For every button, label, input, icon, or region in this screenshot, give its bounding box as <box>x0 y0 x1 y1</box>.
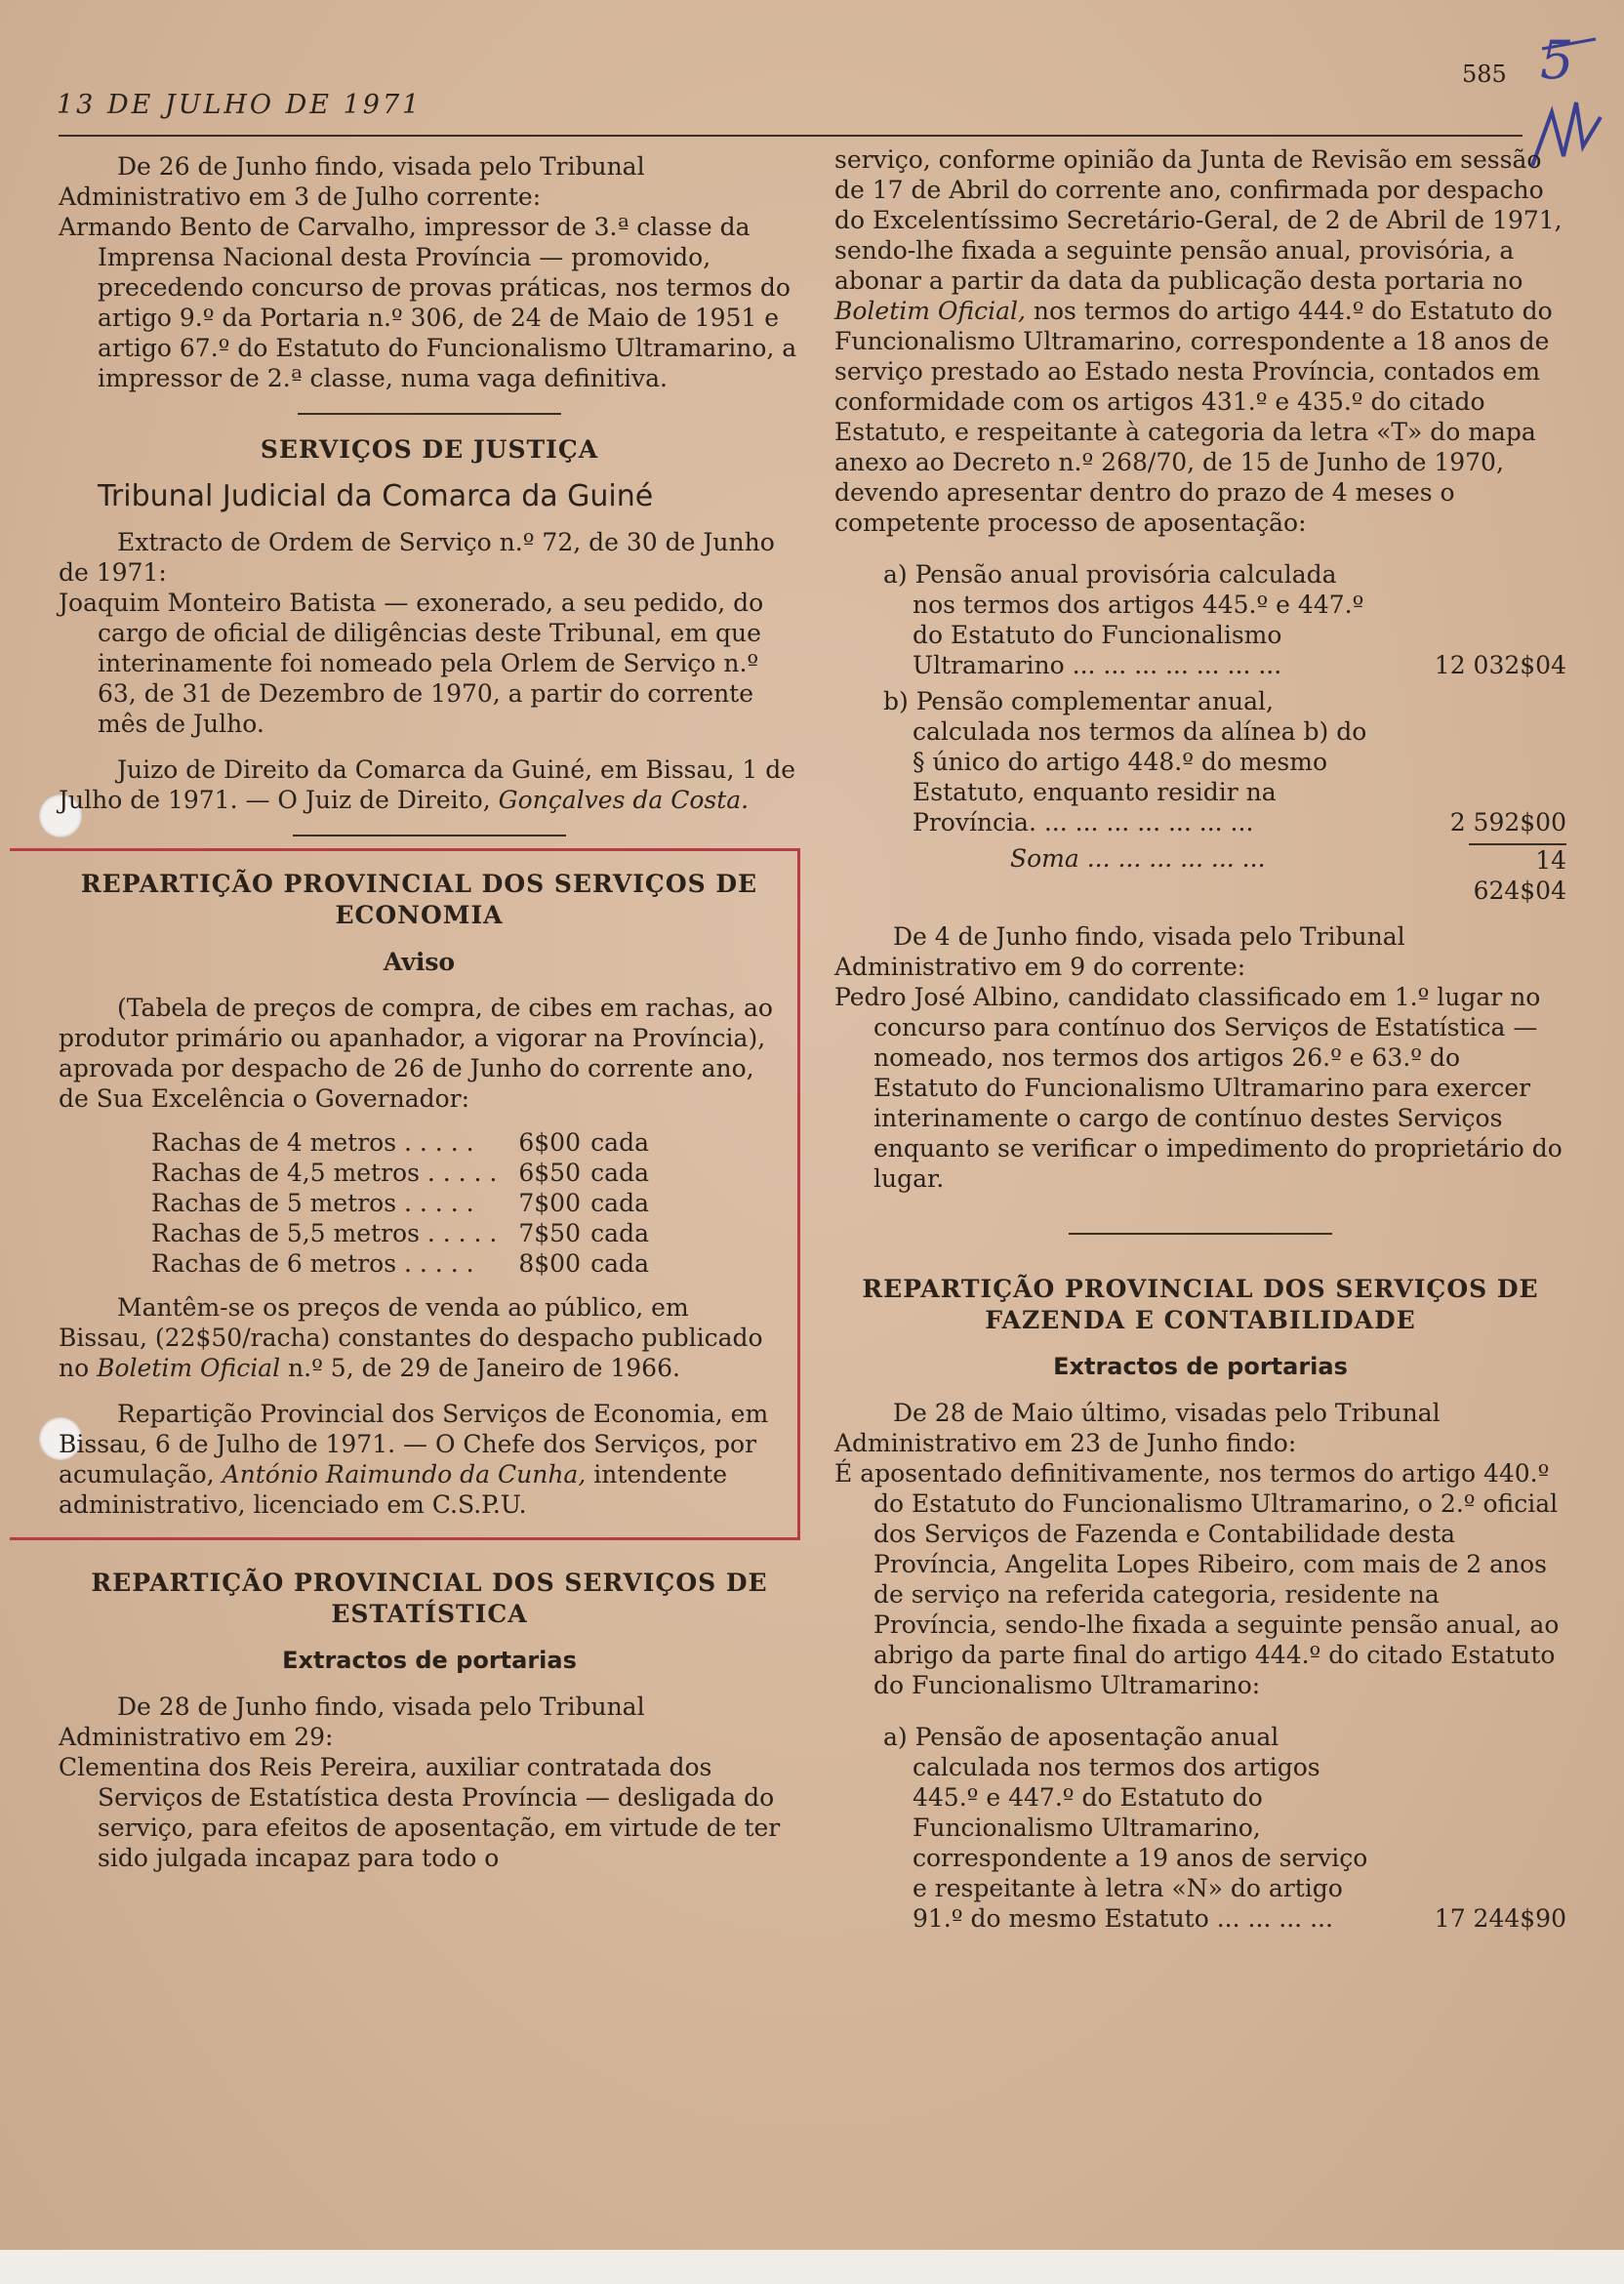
extracto-ordem: Extracto de Ordem de Serviço n.º 72, de 30 de Junho de 1971: <box>59 528 775 587</box>
economia-box <box>10 848 800 1540</box>
extractos-title-right: Extractos de portarias <box>1053 1353 1348 1380</box>
left-column <box>59 151 800 1873</box>
paragraph-servico: serviço, conforme opinião da Junta de Revisão em sessão de 17 de Abril do corrente ano, confirmada por despacho do Excelentíssimo Secretário-Geral, de 2 de Abril de 1971, sendo-lhe fixada a seguinte pensão anual, provisória, a abonar a partir da data da publicação desta portaria no Boletim Oficial, nos termos do artigo 444.º do Estatuto do Funcionalismo Ultramarino, correspondente a 18 anos de serviço prestado ao Estado nesta Província, contados em conformidade com os artigos 431.º e 435.º do citado Estatuto, e respeitante à categoria da letra «T» do mapa anexo ao Decreto n.º 268/70, de 15 de Junho de 1970, devendo apresentar dentro do prazo de 4 meses o competente processo de aposentação: <box>834 145 1563 537</box>
page-number: 585 <box>1462 61 1507 88</box>
section-divider <box>293 835 566 836</box>
heading-fazenda: REPARTIÇÃO PROVINCIAL DOS SERVIÇOS DE FAZENDA E CONTABILIDADE <box>862 1275 1539 1334</box>
paragraph-joaquim: Joaquim Monteiro Batista — exonerado, a seu pedido, do cargo de oficial de diligências deste Tribunal, em que interinamente foi nomeado pela Orlem de Serviço n.º 63, de 31 de Dezembro de 1970, a partir do corrente mês de Julho. <box>59 589 764 738</box>
pension-item-a2: a) Pensão de aposentação anual calculada nos termos dos artigos 445.º e 447.º do Estatuto do Funcionalismo Ultramarino, correspondente a 19 anos de serviço e respeitante à letra «N» do artigo 91.º do mesmo Estatuto ... ... ... ... 17 244$90 <box>883 1723 1566 1933</box>
pension-item-a: a) Pensão anual provisória calculada nos termos dos artigos 445.º e 447.º do Estatuto do Funcionalismo Ultramarino ... ... ... ... ... ... ... 12 032$04 <box>883 560 1566 679</box>
heading-servicos-justica: SERVIÇOS DE JUSTIÇA <box>260 435 599 464</box>
tabela-paragraph: (Tabela de preços de compra, de cibes em rachas, ao produtor primário ou apanhador, a vigorar na Província), aprovada por despacho de 26 de Junho do corrente ano, de Sua Excelência o Governador: <box>59 994 773 1113</box>
paragraph-armando: Armando Bento de Carvalho, impressor de 3.ª classe da Imprensa Nacional desta Província — promovido, precedendo concurso de provas práticas, nos termos do artigo 9.º da Portaria n.º 306, de 24 de Maio de 1951 e artigo 67.º do Estatuto do Funcionalismo Ultramarino, a impressor de 2.ª classe, numa vaga definitiva. <box>59 213 797 392</box>
handwritten-mark-number: 5 <box>1540 29 1574 91</box>
mantem-paragraph: Mantêm-se os preços de venda ao público, em Bissau, (22$50/racha) constantes do despacho publicado no Boletim Oficial n.º 5, de 29 de Janeiro de 1966. <box>59 1293 763 1382</box>
pension-item-b: b) Pensão complementar anual, calculada nos termos da alínea b) do § único do artigo 448.º do mesmo Estatuto, enquanto residir na Província. ... ... ... ... ... ... ... 2 592$00 <box>883 687 1566 836</box>
extractos-title-left: Extractos de portarias <box>282 1647 577 1674</box>
pension-sum: Soma ... ... ... ... ... ... 14 624$04 <box>1010 844 1566 905</box>
juizo-signature-name: Gonçalves da Costa. <box>498 786 750 814</box>
price-row: Rachas de 4 metros . . . . . 6$00 cada <box>151 1128 649 1157</box>
court-name: Tribunal Judicial da Comarca da Guiné <box>98 479 654 513</box>
juizo-signature-line <box>59 755 800 815</box>
paragraph-28-maio: De 28 de Maio último, visadas pelo Tribunal Administrativo em 23 de Junho findo: <box>834 1399 1441 1457</box>
heading-economia: REPARTIÇÃO PROVINCIAL DOS SERVIÇOS DE ECONOMIA <box>80 870 758 929</box>
aviso-title: Aviso <box>383 948 456 976</box>
scan-bottom-edge <box>0 2250 1624 2284</box>
right-column <box>834 144 1566 1939</box>
price-row: Rachas de 4,5 metros . . . . . 6$50 cada <box>151 1159 649 1187</box>
price-row: Rachas de 6 metros . . . . . 8$00 cada <box>151 1249 649 1278</box>
paragraph-pedro: Pedro José Albino, candidato classificado em 1.º lugar no concurso para contínuo dos Serviços de Estatística — nomeado, nos termos dos artigos 26.º e 63.º do Estatuto do Funcionalismo Ultramarino para exercer interinamente o cargo de contínuo destes Serviços enquanto se verificar o impedimento do proprietário do lugar. <box>834 983 1563 1193</box>
juizo-text: Juizo de Direito da Comarca da Guiné, em Bissau, 1 de Julho de 1971. — O Juiz de Direito, <box>59 755 796 814</box>
section-divider <box>298 413 561 415</box>
section-divider <box>1069 1233 1332 1235</box>
economia-signature: Repartição Provincial dos Serviços de Economia, em Bissau, 6 de Julho de 1971. — O Chefe dos Serviços, por acumulação, António Raimundo da Cunha, intendente administrativo, licenciado em C.S.P.U. <box>59 1400 769 1519</box>
price-table <box>151 1127 780 1279</box>
paragraph-clementina: Clementina dos Reis Pereira, auxiliar contratada dos Serviços de Estatística desta Província — desligada do serviço, para efeitos de aposentação, em virtude de ter sido julgada incapaz para todo o <box>59 1753 781 1872</box>
paragraph-28-junho: De 28 de Junho findo, visada pelo Tribunal Administrativo em 29: <box>59 1693 645 1751</box>
paragraph-4-junho: De 4 de Junho findo, visada pelo Tribunal Administrativo em 9 do corrente: <box>834 922 1405 981</box>
header-date: 13 DE JULHO DE 1971 <box>57 90 423 120</box>
heading-estatistica: REPARTIÇÃO PROVINCIAL DOS SERVIÇOS DE ESTATÍSTICA <box>91 1569 768 1628</box>
paragraph-dated-26-junho: De 26 de Junho findo, visada pelo Tribunal Administrativo em 3 de Julho corrente: <box>59 152 645 211</box>
header-rule <box>59 135 1522 137</box>
price-row: Rachas de 5,5 metros . . . . . 7$50 cada <box>151 1219 649 1247</box>
paragraph-aposentado: É aposentado definitivamente, nos termos do artigo 440.º do Estatuto do Funcionalismo Ultramarino, o 2.º oficial dos Serviços de Fazenda e Contabilidade desta Província, Angelita Lopes Ribeiro, com mais de 2 anos de serviço na referida categoria, residente na Província, sendo-lhe fixada a seguinte pensão anual, ao abrigo da parte final do artigo 444.º do citado Estatuto do Funcionalismo Ultramarino: <box>834 1459 1560 1699</box>
price-row: Rachas de 5 metros . . . . . 7$00 cada <box>151 1189 649 1217</box>
